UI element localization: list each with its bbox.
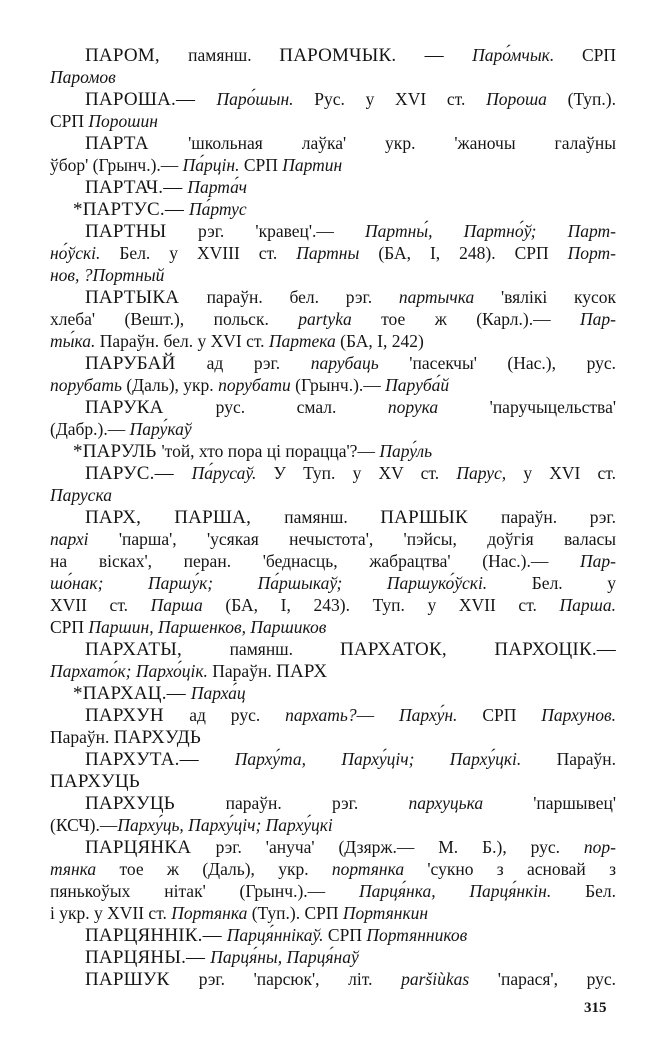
text-line <box>50 66 616 88</box>
text-line <box>50 858 616 880</box>
text-segment: (КСЧ).— <box>50 815 118 835</box>
text-segment: пянькоўых нітак' (Грынч.).— <box>50 881 359 901</box>
italic-form: пархать? <box>285 705 357 725</box>
text-line <box>50 88 616 110</box>
text-line <box>50 396 616 418</box>
text-line <box>50 308 616 330</box>
headword: ПАРОМ, <box>85 45 189 66</box>
headword: ПАРУБАЙ <box>85 353 207 374</box>
text-segment: (БА, I, 248). СРП <box>359 243 568 263</box>
text-line <box>50 286 616 308</box>
text-segment: хлеба' (Вешт.), польск. <box>50 309 299 329</box>
text-line <box>50 594 616 616</box>
italic-form: ты́ка. <box>50 331 96 351</box>
italic-form: пор- <box>583 837 616 857</box>
text-segment: тое ж (Даль), укр. <box>96 859 332 879</box>
italic-form: Портянка <box>171 903 248 923</box>
text-line <box>50 748 616 770</box>
text-segment: ад рэг. <box>206 353 311 373</box>
text-segment: рэг. 'парсюк', літ. <box>198 969 402 989</box>
text-segment: 'пасекчы' (Нас.), рус. <box>378 353 616 373</box>
italic-form: Парша. <box>559 595 616 615</box>
italic-form: парубаць <box>310 353 379 373</box>
text-line <box>50 638 616 660</box>
italic-form: Парця́ны, Парця́наў <box>210 947 359 967</box>
italic-form: Партны <box>296 243 360 263</box>
text-segment: рэг. 'кравец'.— <box>198 221 366 241</box>
text-segment: рэг. 'ануча' (Дзярж.— М. Б.), рус. <box>215 837 584 857</box>
headword: *ПАРТУС.— <box>73 199 189 220</box>
italic-form: Парта́ч <box>187 177 248 197</box>
text-segment: Рус. у XVI ст. <box>293 89 487 109</box>
headword: ПАРУС.— <box>85 463 192 484</box>
italic-form: Парху́ць, Парху́ціч; Парху́цкі <box>117 815 333 835</box>
text-segment: (Дабр.).— <box>50 419 130 439</box>
italic-form: Парця́ннікаў. <box>226 925 324 945</box>
text-segment: параўн. рэг. <box>501 507 616 527</box>
headword: ПАРТАЧ.— <box>85 177 188 198</box>
text-line <box>50 814 616 836</box>
text-segment: Бел. у XVIII ст. <box>100 243 297 263</box>
italic-form: шо́нак; Паршу́к; Па́ршыкаў; Паршуко́ўскі. <box>50 573 488 593</box>
headword: ПАРХ <box>276 661 328 682</box>
text-segment: памянш. <box>284 507 381 527</box>
text-line <box>50 880 616 902</box>
italic-form: Паро́мчык. <box>472 45 555 65</box>
text-line <box>50 660 616 682</box>
italic-form: Па́ртус <box>188 199 247 219</box>
text-segment: СРП <box>457 705 542 725</box>
text-line <box>50 616 616 638</box>
text-segment: ад рус. <box>189 705 286 725</box>
text-segment: Бел. <box>551 881 616 901</box>
headword: *ПАРХАЦ.— <box>73 683 191 704</box>
italic-form: Парша <box>150 595 203 615</box>
italic-form: Портянников <box>366 925 468 945</box>
text-segment: параўн. бел. рэг. <box>206 287 399 307</box>
headword: ПАРЦЯНЫ.— <box>85 947 211 968</box>
text-segment: 'вялікі кусок <box>474 287 616 307</box>
text-line <box>50 968 616 990</box>
text-segment: СРП <box>50 617 89 637</box>
headword: ПАРТА <box>85 133 189 154</box>
text-segment: (Даль), укр. <box>121 375 219 395</box>
italic-form: Пархато́к; Пархо́цік. <box>50 661 208 681</box>
headword: ПАРШУК <box>85 969 199 990</box>
text-line <box>50 704 616 726</box>
text-segment: тое ж (Карл.).— <box>351 309 581 329</box>
text-segment: СРП <box>50 111 89 131</box>
text-segment: (Туп.). СРП <box>247 903 343 923</box>
headword: ПАРХ, ПАРША, <box>85 507 285 528</box>
text-segment: XVII ст. <box>50 595 151 615</box>
italic-form: Портянкин <box>342 903 429 923</box>
italic-form: Паро́шын. <box>216 89 294 109</box>
text-segment: рус. смал. <box>215 397 388 417</box>
text-segment: і укр. у XVII ст. <box>50 903 172 923</box>
page-number: 315 <box>584 1000 607 1016</box>
text-line <box>50 836 616 858</box>
headword: ПАРОША.— <box>85 89 217 110</box>
headword: ПАРХАТОК, ПАРХОЦІК.— <box>340 639 616 660</box>
headword: ПАРХУТА.— <box>85 749 235 770</box>
headword: ПАРШЫК <box>380 507 502 528</box>
italic-form: Порт- <box>567 243 616 263</box>
headword: ПАРХУН <box>85 705 190 726</box>
text-segment: параўн. рэг. <box>225 793 409 813</box>
italic-form: но́ўскі. <box>50 243 101 263</box>
text-segment: на вісках', перан. 'беднасць, жабрацтва' (Нас.).— <box>50 551 581 571</box>
italic-form: Парус, <box>456 463 507 483</box>
text-line <box>50 132 616 154</box>
text-segment: 'сукно з асновай з <box>404 859 616 879</box>
italic-form: Порошин <box>88 111 158 131</box>
text-line <box>50 264 616 286</box>
italic-form: Партин <box>282 155 343 175</box>
text-segment: 'паручыцельства' <box>438 397 616 417</box>
text-segment: СРП <box>323 925 367 945</box>
headword: ПАРХУЦЬ <box>50 771 140 792</box>
headword: *ПАРУЛЬ <box>73 441 162 462</box>
text-line <box>50 682 616 704</box>
text-segment: СРП <box>239 155 283 175</box>
italic-form: Пар- <box>580 309 616 329</box>
text-line <box>50 198 616 220</box>
headword: ПАРХАТЫ, <box>85 639 230 660</box>
italic-form: Парця́нка, Парця́нкін. <box>359 881 552 901</box>
text-line <box>50 220 616 242</box>
headword: ПАРХУДЬ <box>113 727 201 748</box>
text-segment: памянш. <box>188 45 280 65</box>
italic-form: Паруба́й <box>385 375 450 395</box>
headword: ПАРЦЯНКА <box>85 837 216 858</box>
text-line <box>50 110 616 132</box>
text-segment: памянш. <box>229 639 341 659</box>
text-segment: — <box>356 705 400 725</box>
italic-form: Паромов <box>50 67 116 87</box>
italic-form: paršiùkas <box>401 969 470 989</box>
italic-form: порубати <box>218 375 291 395</box>
text-segment: Параўн. <box>207 661 277 681</box>
text-segment: у XVI ст. <box>506 463 616 483</box>
text-segment: (Грынч.).— <box>290 375 386 395</box>
text-line <box>50 528 616 550</box>
italic-form: Парху́та, Парху́ціч; Парху́цкі. <box>234 749 522 769</box>
headword: ПАРТНЫ <box>85 221 199 242</box>
text-segment: Параўн. <box>521 749 616 769</box>
italic-form: Па́русаў. <box>191 463 257 483</box>
text-segment: ўбор' (Грынч.).— <box>50 155 183 175</box>
italic-form: Паруска <box>50 485 112 505</box>
text-line <box>50 484 616 506</box>
text-segment: Параўн. <box>50 727 114 747</box>
italic-form: Пархунов. <box>541 705 616 725</box>
italic-form: Пар- <box>580 551 616 571</box>
italic-form: порубать <box>50 375 122 395</box>
text-segment: Параўн. бел. у XVI ст. <box>95 331 269 351</box>
text-line <box>50 770 616 792</box>
text-segment: 'парася', рус. <box>469 969 616 989</box>
text-line <box>50 462 616 484</box>
text-line <box>50 572 616 594</box>
text-segment: 'той, хто пора ці пораццa'?— <box>161 441 380 461</box>
text-line <box>50 726 616 748</box>
text-line <box>50 154 616 176</box>
text-segment: (Туп.). <box>546 89 616 109</box>
italic-form: тянка <box>50 859 97 879</box>
text-segment: СРП <box>554 45 616 65</box>
italic-form: Паршин, Паршенков, Паршиков <box>88 617 327 637</box>
italic-form: Пару́ль <box>379 441 433 461</box>
text-segment: 'паршывец' <box>483 793 616 813</box>
text-line <box>50 440 616 462</box>
italic-form: Парха́ц <box>190 683 246 703</box>
text-line <box>50 792 616 814</box>
text-line <box>50 176 616 198</box>
text-line <box>50 418 616 440</box>
text-line <box>50 44 616 66</box>
italic-form: Па́рцін. <box>182 155 240 175</box>
headword: ПАРХУЦЬ <box>85 793 226 814</box>
headword: ПАРУКА <box>85 397 216 418</box>
italic-form: Пару́каў <box>129 419 192 439</box>
italic-form: пархі <box>50 529 89 549</box>
text-segment: 'парша', 'усякая нечыстота', 'пэйсы, доўгія валасы <box>88 529 616 549</box>
italic-form: partyka <box>298 309 352 329</box>
text-line <box>50 550 616 572</box>
headword: ПАРОМЧЫК. — <box>279 45 473 66</box>
italic-form: порука <box>387 397 439 417</box>
text-line <box>50 242 616 264</box>
italic-form: портянка <box>331 859 405 879</box>
italic-form: Партека <box>268 331 336 351</box>
text-line <box>50 506 616 528</box>
headword: ПАРЦЯННІК.— <box>85 925 227 946</box>
text-line <box>50 330 616 352</box>
headword: ПАРТЫКА <box>85 287 207 308</box>
italic-form: Пороша <box>486 89 547 109</box>
text-segment: Бел. у <box>487 573 616 593</box>
italic-form: Парху́н. <box>399 705 458 725</box>
italic-form: Партны́, Партно́ў; Парт- <box>365 221 616 241</box>
text-segment: (БА, I, 243). Туп. у XVII ст. <box>202 595 560 615</box>
text-line <box>50 374 616 396</box>
text-line <box>50 924 616 946</box>
text-line <box>50 946 616 968</box>
italic-form: пархуцька <box>408 793 484 813</box>
italic-form: нов, ?Портный <box>50 265 165 285</box>
text-line <box>50 902 616 924</box>
text-segment: 'школьная лаўка' укр. 'жаночы галаўны <box>188 133 616 153</box>
text-segment: У Туп. у XV ст. <box>256 463 457 483</box>
italic-form: партычка <box>398 287 475 307</box>
text-segment: (БА, I, 242) <box>335 331 424 351</box>
text-line <box>50 352 616 374</box>
